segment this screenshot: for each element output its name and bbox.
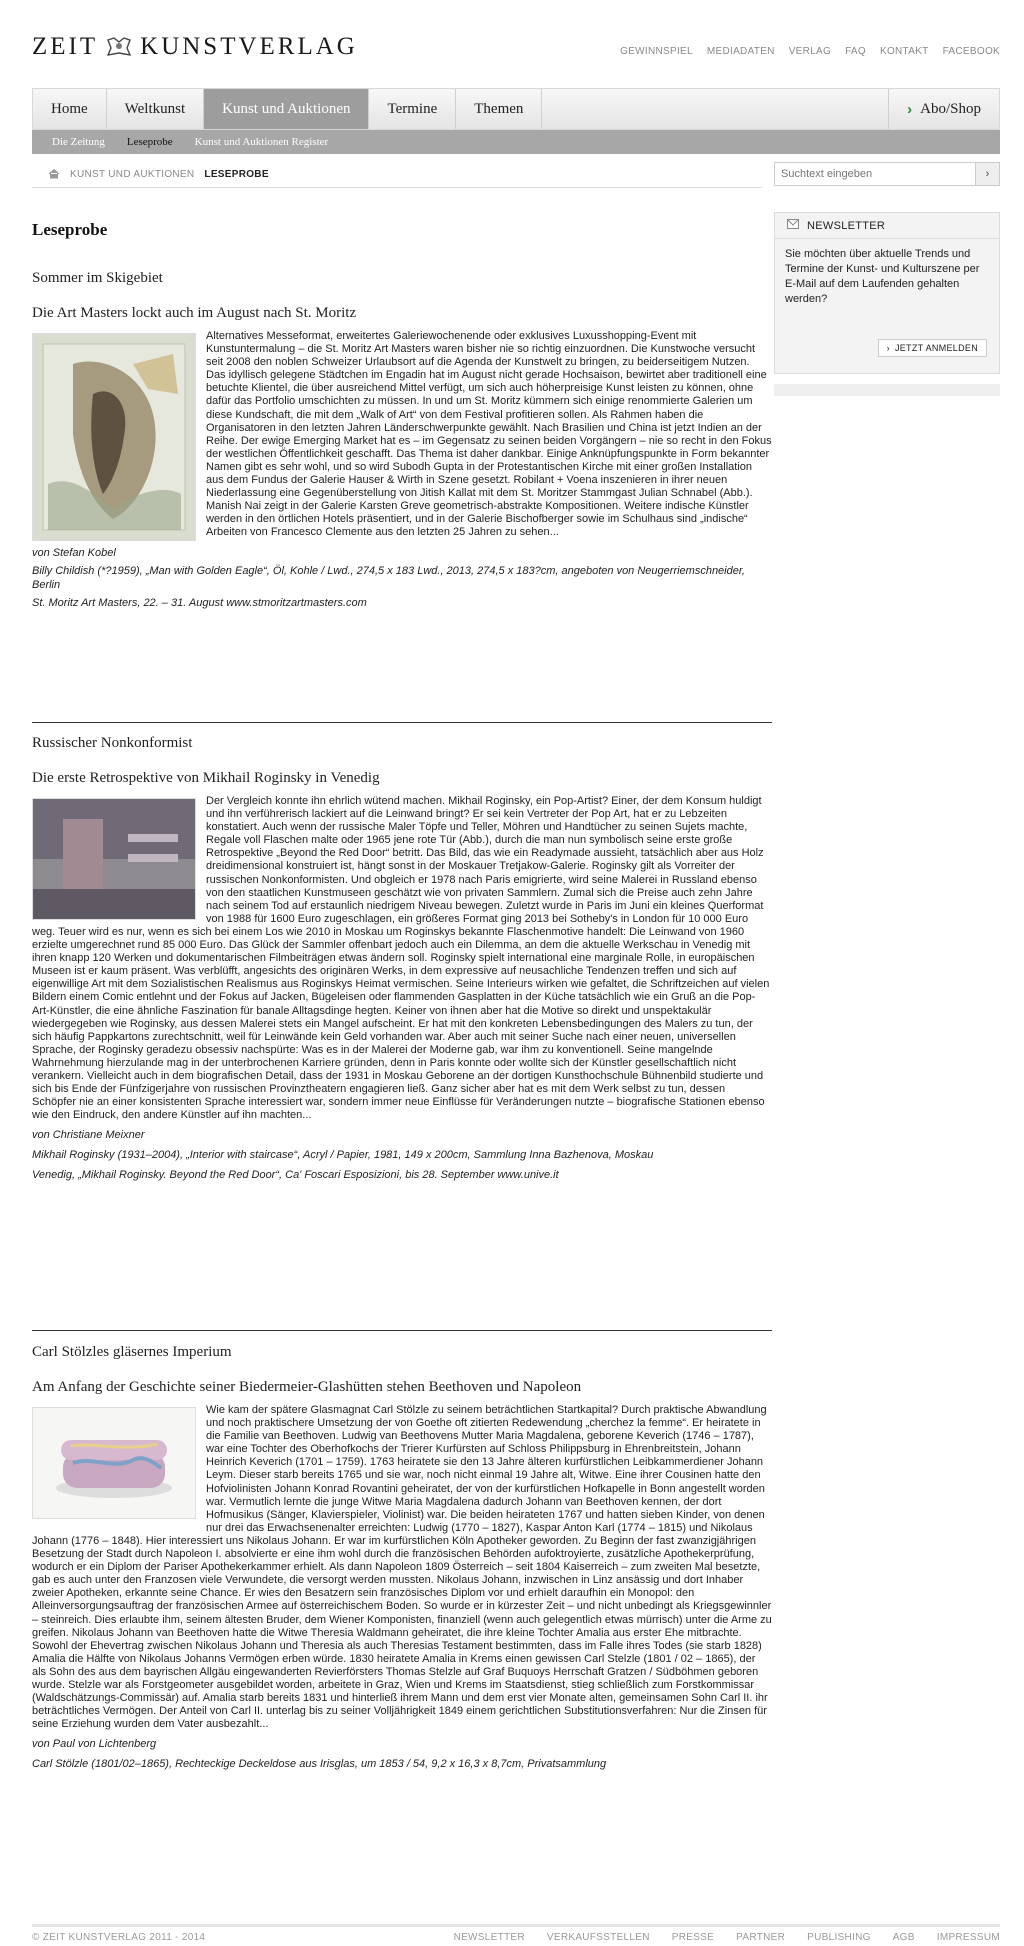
sub-nav bbox=[32, 130, 1000, 154]
newsletter-text: Sie möchten über aktuelle Trends und Termine der Kunst- und Kulturszene per E-Mail auf dem Laufenden gehalten werden? bbox=[785, 248, 980, 305]
logo-left: ZEIT bbox=[32, 33, 99, 60]
breadcrumb-current: LESEPROBE bbox=[204, 169, 269, 180]
newsletter-title: NEWSLETTER bbox=[807, 219, 886, 232]
article bbox=[32, 270, 772, 610]
abo-shop-label: Abo/Shop bbox=[920, 100, 981, 117]
footer-link-newsletter[interactable]: NEWSLETTER bbox=[453, 1932, 525, 1943]
article-author: von Christiane Meixner bbox=[32, 1129, 145, 1142]
sidebar-separator bbox=[774, 384, 1000, 396]
breadcrumb bbox=[32, 162, 762, 188]
nav-home[interactable]: Home bbox=[33, 89, 107, 129]
toplink-kontakt[interactable]: KONTAKT bbox=[879, 46, 929, 57]
copyright: © ZEIT KUNSTVERLAG 2011 - 2014 bbox=[32, 1932, 206, 1943]
article-section: Russischer Nonkonformist bbox=[32, 735, 193, 751]
article-section: Carl Stölzles gläsernes Imperium bbox=[32, 1344, 232, 1360]
article-image[interactable] bbox=[32, 333, 196, 541]
nav-termine[interactable]: Termine bbox=[369, 89, 456, 129]
article bbox=[32, 1344, 772, 1771]
article-image[interactable] bbox=[32, 1407, 196, 1519]
article-author: von Paul von Lichtenberg bbox=[32, 1738, 157, 1751]
toplink-gewinnspiel[interactable]: GEWINNSPIEL bbox=[620, 46, 693, 57]
nav-themen[interactable]: Themen bbox=[456, 89, 542, 129]
home-icon[interactable] bbox=[48, 168, 60, 182]
logo[interactable] bbox=[32, 34, 358, 60]
divider bbox=[32, 1330, 772, 1331]
footer-link-partner[interactable]: PARTNER bbox=[736, 1932, 786, 1943]
article-title: Die erste Retrospektive von Mikhail Roginsky in Venedig bbox=[32, 770, 380, 786]
footer-link-presse[interactable]: PRESSE bbox=[671, 1932, 715, 1943]
toplink-mediadaten[interactable]: MEDIADATEN bbox=[706, 46, 775, 57]
article-info: St. Moritz Art Masters, 22. – 31. August www.stmoritzartmasters.com bbox=[32, 596, 367, 609]
article-body: Alternatives Messeformat, erweitertes Galeriewochenende oder exklusives Luxusshopping-Event mit Kunstuntermalung – die St. Moritz Art Masters waren bisher nie so richtig einzuordnen. Die Kunstwoche versucht seit 2008 den noblen Schweizer Urlaubsort auf die Agenda der Kunstwelt zu bringen, zu beiderseitigem Nutzen. Das idyllisch gelegene Städtchen im Engadin hat im August nicht gerade Hochsaison, bewirtet aber traditionell eine betuchte Klientel, die über ausreichend Mittel verfügt, um sich auch höherpreisige Kunst leisten zu können, ohne dafür das Portfolio umschichten zu müssen. In und um St. Moritz kümmern sich einige renommierte Galerien um diese Kundschaft, die mit dem „Walk of Art“ von dem Festival profitieren sollen. Als Rahmen haben die Organisatoren in den letzten Jahren Länderschwerpunkte gewählt. Nach Brasilien und China ist jetzt Indien an der Reihe. Der ewige Emerging Market hat es – im Gegensatz zu seinen beiden Vorgängern – nie so recht in den Fokus der westlichen Öffentlichkeit geschafft. Das Thema ist daher dankbar. Einige Anknüpfungspunkte in Form bekannter Namen gibt es sehr wohl, und so wird Subodh Gupta in der Protestantischen Kirche mit einer großen Installation aus dem Fundus der Galerie Hauser & Wirth in Szene gesetzt. Robilant + Voena inszenieren in ihrer neuen Niederlassung eine Gegenüberstellung von Jitish Kallat mit dem St. Moritzer Stammgast Julian Schnabel (Abb.). Manish Nai zeigt in der Galerie Karsten Greve geometrisch-abstrakte Kompositionen. Weitere indische Künstler werden in den örtlichen Hotels präsentiert, und in der Galerie Bischofberger sowie im Schulhaus sind „indische“ Arbeiten von Francesco Clemente aus den letzten 25 Jahren zu sehen... bbox=[206, 330, 772, 539]
article-title: Die Art Masters lockt auch im August nach St. Moritz bbox=[32, 305, 357, 321]
logo-right: KUNSTVERLAG bbox=[140, 33, 358, 60]
newsletter-box bbox=[774, 212, 1000, 374]
footer-divider bbox=[32, 1924, 1000, 1927]
crest-icon bbox=[104, 35, 134, 59]
article-caption: Mikhail Roginsky (1931–2004), „Interior with staircase“, Acryl / Papier, 1981, 149 x 200cm, Sammlung Inna Bazhenova, Moskau bbox=[32, 1149, 654, 1162]
nav-kunst-und-auktionen[interactable]: Kunst und Auktionen bbox=[204, 89, 369, 129]
newsletter-signup-button[interactable] bbox=[878, 339, 987, 357]
chevron-right-icon: › bbox=[907, 100, 913, 118]
article-info: Venedig, „Mikhail Roginsky. Beyond the Red Door“, Ca' Foscari Esposizioni, bis 28. September www.unive.it bbox=[32, 1169, 559, 1182]
breadcrumb-section[interactable]: KUNST UND AUKTIONEN bbox=[70, 169, 195, 180]
subnav-leseprobe[interactable]: Leseprobe bbox=[126, 136, 173, 148]
newsletter-button-label: JETZT ANMELDEN bbox=[894, 343, 978, 353]
top-links bbox=[620, 46, 1000, 57]
chevron-right-icon: › bbox=[886, 343, 890, 353]
toplink-facebook[interactable]: FACEBOOK bbox=[942, 46, 1000, 57]
article-caption: Billy Childish (*?1959), „Man with Golden Eagle“, Öl, Kohle / Lwd., 274,5 x 183 Lwd., 2013, 274,5 x 183?cm, angeboten von Neugerriemschneider, Berlin bbox=[32, 564, 745, 591]
article-title: Am Anfang der Geschichte seiner Biedermeier-Glashütten stehen Beethoven und Napoleon bbox=[32, 1379, 582, 1395]
main-nav bbox=[32, 88, 1000, 130]
newsletter-header bbox=[775, 213, 999, 239]
nav-abo-shop[interactable] bbox=[888, 89, 999, 129]
subnav-die-zeitung[interactable]: Die Zeitung bbox=[52, 136, 105, 148]
article-image[interactable] bbox=[32, 798, 196, 920]
article-caption: Carl Stölzle (1801/02–1865), Rechteckige Deckeldose aus Irisglas, um 1853 / 54, 9,2 x 16,3 x 8,7cm, Privatsammlung bbox=[32, 1758, 607, 1771]
search-input[interactable] bbox=[775, 163, 975, 185]
nav-weltkunst[interactable]: Weltkunst bbox=[107, 89, 204, 129]
divider bbox=[32, 722, 772, 723]
main-content bbox=[32, 220, 772, 1771]
article-body: Der Vergleich konnte ihn ehrlich wütend machen. Mikhail Roginsky, ein Pop-Artist? Einer, der dem Konsum huldigt und ihn verführerisch lackiert auf die Leinwand bringt? Er sei kein Vertreter der Pop Art, hat er zu Lebzeiten konstatiert. Auch wenn der russische Maler Töpfe und Teller, Möhren und Handtücher zu seinen Sujets machte, Regale voll Flaschen malte oder 1965 jene rote Tür (Abb.), durch die man nun symbolisch seine erste große Retrospektive „Beyond the Red Door“ betritt. Das Bild, das wie ein Readymade aussieht, tatsächlich aber aus Holz dreidimensional konstruiert ist, hängt sonst in der Moskauer Tretjakow-Galerie. Roginsky gilt als Vorreiter der russischen Nonkonformisten. Und obgleich er 1978 nach Paris emigrierte, wird seine Malerei in Russland ebenso von den staatlichen Kunstmuseen geschätzt wie von privaten Sammlern. Zumal sich die Preise auch zehn Jahre nach seinem Tod auf erstaunlich niedrigem Niveau bewegen. Zuletzt wurde in Paris im Juni ein kleines Querformat von 1988 für 1600 Euro zugeschlagen, ein größeres Format ging 2013 bei Sotheby's in London für 10 000 Euro weg. Teuer wird es nur, wenn es sich bei einem Los wie 2010 in Moskau um Roginskys bekannte Flaschenmotive handelt: Die Leinwand von 1960 erzielte umgerechnet rund 85 000 Euro. Das Glück der Sammler offenbart jedoch auch ein Dilemma, an dem die aktuelle Werkschau in Venedig mit ihren knapp 120 Werken und dokumentarischen Filmbeiträgen etwas ändern soll. Roginsky spielt international eine marginale Rolle, in europäischen Museen ist er kaum präsent. Was verblüfft, angesichts des originären Werks, in dem expressive auf neusachliche Tendenzen treffen und sich auf eigenwillige Art mit dem Sozialistischen Realismus aus Roginskys Heimat vermischen. Seine Interieurs wirken wie gefaltet, die Schriftzeichen auf vielen Bildern einem Comic entlehnt und der Fokus auf Jacken, Bügeleisen oder flammenden Gasplatten in der Küche tatsächlich wie ein Gruß an die Pop-Art-Künstler, die eine ähnliche Faszination für banale Alltagsdinge hegten. Keiner von ihnen aber hat die Motive so direkt und unspektakulär wiedergegeben wie Roginsky, aus dessen Malerei stets ein Mangel aufscheint. Er hat mit den konkreten Lebensbedingungen des Malers zu tun, der sich häufig Pappkartons zurechtschnitt, weil für Leinwände kein Geld vorhanden war. Aber auch mit seiner Suche nach einer neuen, universellen Sprache, der Roginsky geradezu obsessiv nachspürte: Was es in der Malerei der Moderne gab, war ihm zu konventionell. Seine mangelnde Wahrnehmung hierzulande mag in der unterbrochenen Karriere gründen, denn in Paris konnte oder wollte sich der Künstler gesellschaftlich nicht verankern. Vielleicht auch in dem biografischen Detail, dass der 1931 in Moskau Geborene an der dortigen Kunsthochschule Bühnenbild studierte und sich bis Ende der Fünfzigerjahre von russischen Provinztheatern engagieren ließ. Ganz sicher aber hat es mit dem Werk selbst zu tun, dessen Schöpfer nie an einer konsistenten Sprache interessiert war, sondern immer neue Einflüsse für Veränderungen nutzte – biografische Stationen ebenso wie den Eindruck, den andere Künstler auf ihn machten... bbox=[32, 795, 770, 1122]
article bbox=[32, 735, 772, 1182]
subnav-register[interactable]: Kunst und Auktionen Register bbox=[194, 136, 329, 148]
footer-link-agb[interactable]: AGB bbox=[892, 1932, 915, 1943]
search-button[interactable] bbox=[975, 163, 999, 185]
footer-link-verkaufsstellen[interactable]: VERKAUFSSTELLEN bbox=[546, 1932, 650, 1943]
search-box bbox=[774, 162, 1000, 186]
footer-link-publishing[interactable]: PUBLISHING bbox=[807, 1932, 871, 1943]
footer-link-impressum[interactable]: IMPRESSUM bbox=[936, 1932, 1000, 1943]
sidebar bbox=[774, 212, 1000, 396]
chevron-right-icon: › bbox=[985, 168, 990, 180]
article-body: Wie kam der spätere Glasmagnat Carl Stölzle zu seinem beträchtlichen Startkapital? Durch praktische Abwandlung und noch praktischere Umsetzung der von Goethe oft zitierten Redewendung „cherchez la femme“. Er heiratete in die Familie van Beethoven. Ludwig van Beethovens Mutter Maria Magdalena, geborene Keverich (1746 – 1787), war eine Tochter des Oberhofkochs der Trierer Kurfürsten auf Schloss Philippsburg in Ehrenbreitstein, Johann Heinrich Keverich (1701 – 1759). 1763 heiratete sie den 13 Jahre älteren kurfürstlichen Leibkammerdiener Johann Leym. Dieser starb bereits 1765 und sie war, noch nicht einmal 19 Jahre alt, Witwe. Eine ihrer Cousinen hatte den Hofviolinisten Johann Konrad Rovantini geheiratet, der von der kurfürstlichen Hofkapelle in Bonn angestellt worden war. Vermutlich lernte die junge Witwe Maria Magdalena dadurch Johann van Beethoven kennen, der dort Hofmusikus (Sänger, Klavierspieler, Violinist) war. Die beiden heirateten 1767 und hatten sieben Kinder, von denen nur drei das Erwachsenenalter erreichten: Ludwig (1770 – 1827), Kaspar Anton Karl (1774 – 1815) und Nikolaus Johann (1776 – 1848). Hier interessiert uns Nikolaus Johann. Er war im kurfürstlichen Köln Apotheker geworden. Zu Beginn der fast zwanzigjährigen Besetzung der Stadt durch Napoleon I. absolvierte er eine ihm wohl durch die französischen Behörden aufoktroyierte, zusätzliche Apothekerprüfung, wodurch er ein Diplom der Pariser Apothekerkammer erhielt. Als dann Napoleon 1809 Österreich – seit 1804 Kaiserreich – zum zweiten Mal besetzte, gab es auch unter den Franzosen viele Verwundete, die versorgt werden mussten. Nikolaus Johann, inzwischen in Linz ansässig und dort Inhaber zweier Apotheken, erkannte seine Chance. Er wies den Besatzern sein französisches Diplom vor und erhielt daraufhin ein Monopol: den Alleinversorgungsauftrag der französischen Armee auf österreichischem Boden. So wurde er in kürzester Zeit – und nicht unbedingt als Kriegsgewinnler – steinreich. Dies erlaubte ihm, seinem ältesten Bruder, dem Wiener Komponisten, finanziell (wenn auch gelegentlich etwas mürrisch) unter die Arme zu greifen. Nikolaus Johann van Beethoven hatte die Witwe Theresia Waldmann geheiratet, die ihre kleine Tochter Amalia aus erster Ehe mitbrachte. Sowohl der Ehevertrag zwischen Nikolaus Johann und Theresia als auch Theresias Testament bestimmten, dass im Falle ihres Todes (sie starb 1828) Amalia die Hälfte von Nikolaus Johanns Vermögen erben würde. 1830 heiratete Amalia in Krems einen gewissen Carl Stelzle (1801 / 02 – 1865), der als Sohn des aus dem bayrischen Allgäu eingewanderten Revierförsters Thomas Stelzle auf Graf Buquoys Herrschaft Gratzen / Südböhmen geboren wurde. Stelzle war als Forstgeometer ausgebildet worden, arbeitete in Graz, Wien und Krems im Staatsdienst, stieg schließlich zum Forstkommissar (Waldschätzungs-Commissär) auf. Amalia starb bereits 1831 und hinterließ ihrem Mann und dem erst vier Monate alten, gemeinsamen Sohn Carl II. ihr beträchtliches Vermögen. Der Anteil von Carl II. unterlag bis zu seiner Volljährigkeit 1849 einem gerichtlichen Substitutionsverfahren: Nur die Zinsen für seine Erziehung wurden dem Vater ausbezahlt... bbox=[32, 1404, 772, 1731]
toplink-verlag[interactable]: VERLAG bbox=[788, 46, 832, 57]
article-section: Sommer im Skigebiet bbox=[32, 270, 163, 286]
toplink-faq[interactable]: FAQ bbox=[845, 46, 866, 57]
footer-links bbox=[454, 1932, 1000, 1943]
footer bbox=[32, 1932, 1000, 1943]
mail-icon bbox=[787, 219, 799, 232]
article-author: von Stefan Kobel bbox=[32, 546, 116, 559]
page-title: Leseprobe bbox=[32, 220, 108, 239]
